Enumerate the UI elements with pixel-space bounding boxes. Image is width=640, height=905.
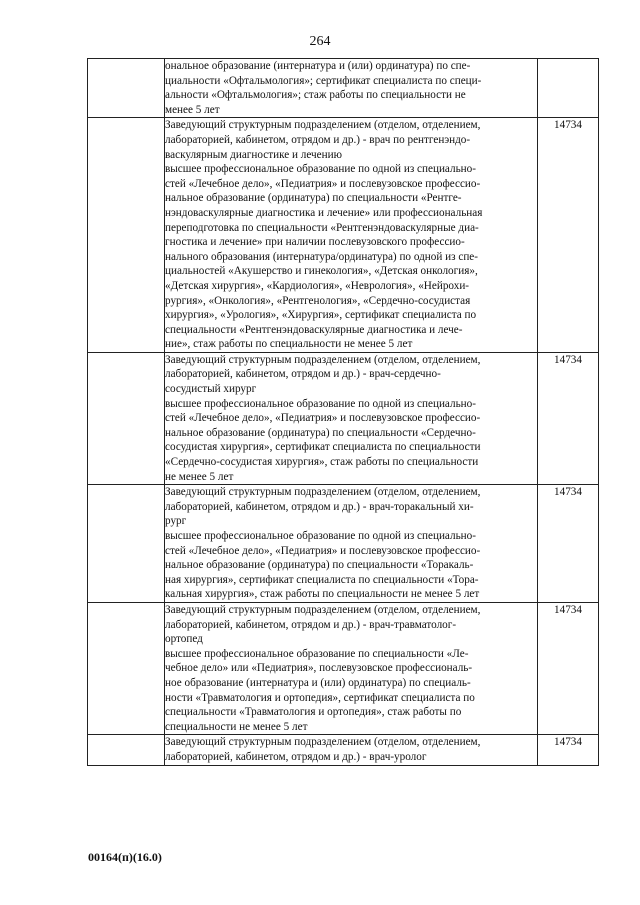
empty-cell [88,602,165,734]
table-row [88,118,599,353]
position-description-cell [165,118,538,353]
description-line: сосудистая хирургия», сертификат специалиста по специальности [165,441,481,454]
description-line: ности «Травматология и ортопедия», сертификат специалиста по [165,691,475,704]
description-line: рургия», «Онкология», «Рентгенология», «Сердечно-сосудистая [165,294,471,307]
description-line: сосудистый хирург [165,383,257,396]
description-line: чебное дело» или «Педиатрия», послевузовское профессиональ- [165,662,473,675]
description-line: менее 5 лет [165,103,220,116]
description-line: ная хирургия», сертификат специалиста по специальности «Тора- [165,573,479,586]
description-line: специальности не менее 5 лет [165,720,308,733]
description-line: высшее профессиональное образование по одной из специально- [165,530,476,542]
description-line: нальное образование (ординатура) по специальности «Сердечно- [165,426,476,439]
description-line: Заведующий структурным подразделением (отделом, отделением, [165,603,481,616]
description-line: лабораторией, кабинетом, отрядом и др.) - врач по рентгенэндо- [165,133,471,146]
empty-cell [88,352,165,484]
description-line: «Детская хирургия», «Кардиология», «Неврология», «Нейрохи- [165,279,470,292]
position-description-cell [165,735,538,765]
description-line: нальное образование (ординатура) по специальности «Торакаль- [165,559,474,572]
table-row [88,735,599,765]
position-description-cell [165,352,538,484]
description-line: васкулярным диагностике и лечению [165,148,342,161]
description-line: гностика и лечение» при наличии послевузовского профессио- [165,236,465,249]
description-line: высшее профессиональное образование по одной из специально- [165,397,476,410]
position-description-cell [165,59,538,118]
table-row [88,485,599,603]
description-line: лабораторией, кабинетом, отрядом и др.) - врач-торакальный хи- [165,500,474,513]
profession-code-cell: 14734 [538,602,599,734]
description-line: высшее профессиональное образование по специальности «Ле- [165,647,469,660]
qualification-table [87,58,599,766]
profession-code-cell: 14734 [538,118,599,353]
description-line: ние», стаж работы по специальности не менее 5 лет [165,338,413,351]
description-line: Заведующий структурным подразделением (отделом, отделением, [165,486,481,499]
description-line: лабораторией, кабинетом, отрядом и др.) - врач-уролог [165,750,427,763]
description-line: циальностей «Акушерство и гинекология», «Детская онкология», [165,265,478,278]
description-line: переподготовка по специальности «Рентгенэндоваскулярные диа- [165,221,479,234]
description-line: циальности «Офтальмология»; сертификат специалиста по специ- [165,74,482,87]
page-number: 264 [309,34,331,49]
description-line: ональное образование (интернатура и (или) ординатура) по спе- [165,60,471,72]
empty-cell [88,735,165,765]
profession-code-cell: 14734 [538,485,599,603]
description-line: Заведующий структурным подразделением (отделом, отделением, [165,119,481,132]
position-description-cell [165,602,538,734]
table-row [88,602,599,734]
description-line: ортопед [165,633,203,646]
description-line: хирургия», «Урология», «Хирургия», сертификат специалиста по [165,309,477,322]
profession-code-cell: 14734 [538,352,599,484]
table-row [88,59,599,118]
description-line: специальности «Травматология и ортопедия», стаж работы по [165,706,462,719]
empty-cell [88,118,165,353]
description-line: высшее профессиональное образование по одной из специально- [165,163,476,176]
description-line: Заведующий структурным подразделением (отделом, отделением, [165,353,481,366]
description-line: стей «Лечебное дело», «Педиатрия» и послевузовское профессио- [165,177,481,190]
description-line: лабораторией, кабинетом, отрядом и др.) - врач-травматолог- [165,618,457,631]
description-line: альности «Офтальмология»; стаж работы по специальности не [165,89,466,102]
description-line: кальная хирургия», стаж работы по специальности не менее 5 лет [165,588,480,601]
empty-cell [88,59,165,118]
document-code: 00164(п)(16.0) [88,850,162,864]
profession-code-cell [538,59,599,118]
description-line: лабораторией, кабинетом, отрядом и др.) - врач-сердечно- [165,368,441,381]
description-line: рург [165,515,187,528]
description-line: стей «Лечебное дело», «Педиатрия» и послевузовское профессио- [165,412,481,425]
description-line: Заведующий структурным подразделением (отделом, отделением, [165,736,481,749]
profession-code-cell: 14734 [538,735,599,765]
description-line: не менее 5 лет [165,470,234,483]
position-description-cell [165,485,538,603]
description-line: стей «Лечебное дело», «Педиатрия» и послевузовское профессио- [165,544,481,557]
empty-cell [88,485,165,603]
table-body [88,59,599,766]
description-line: специальности «Рентгенэндоваскулярные диагностика и лече- [165,323,463,336]
table-row [88,352,599,484]
description-line: нальное образование (ординатура) по специальности «Рентге- [165,192,462,205]
description-line: ное образование (интернатура и (или) ординатура) по специаль- [165,676,471,689]
description-line: нэндоваскулярные диагностика и лечение» или профессиональная [165,206,483,219]
description-line: нального образования (интернатура/ординатура) по одной из спе- [165,250,478,263]
description-line: «Сердечно-сосудистая хирургия», стаж работы по специальности [165,456,479,469]
